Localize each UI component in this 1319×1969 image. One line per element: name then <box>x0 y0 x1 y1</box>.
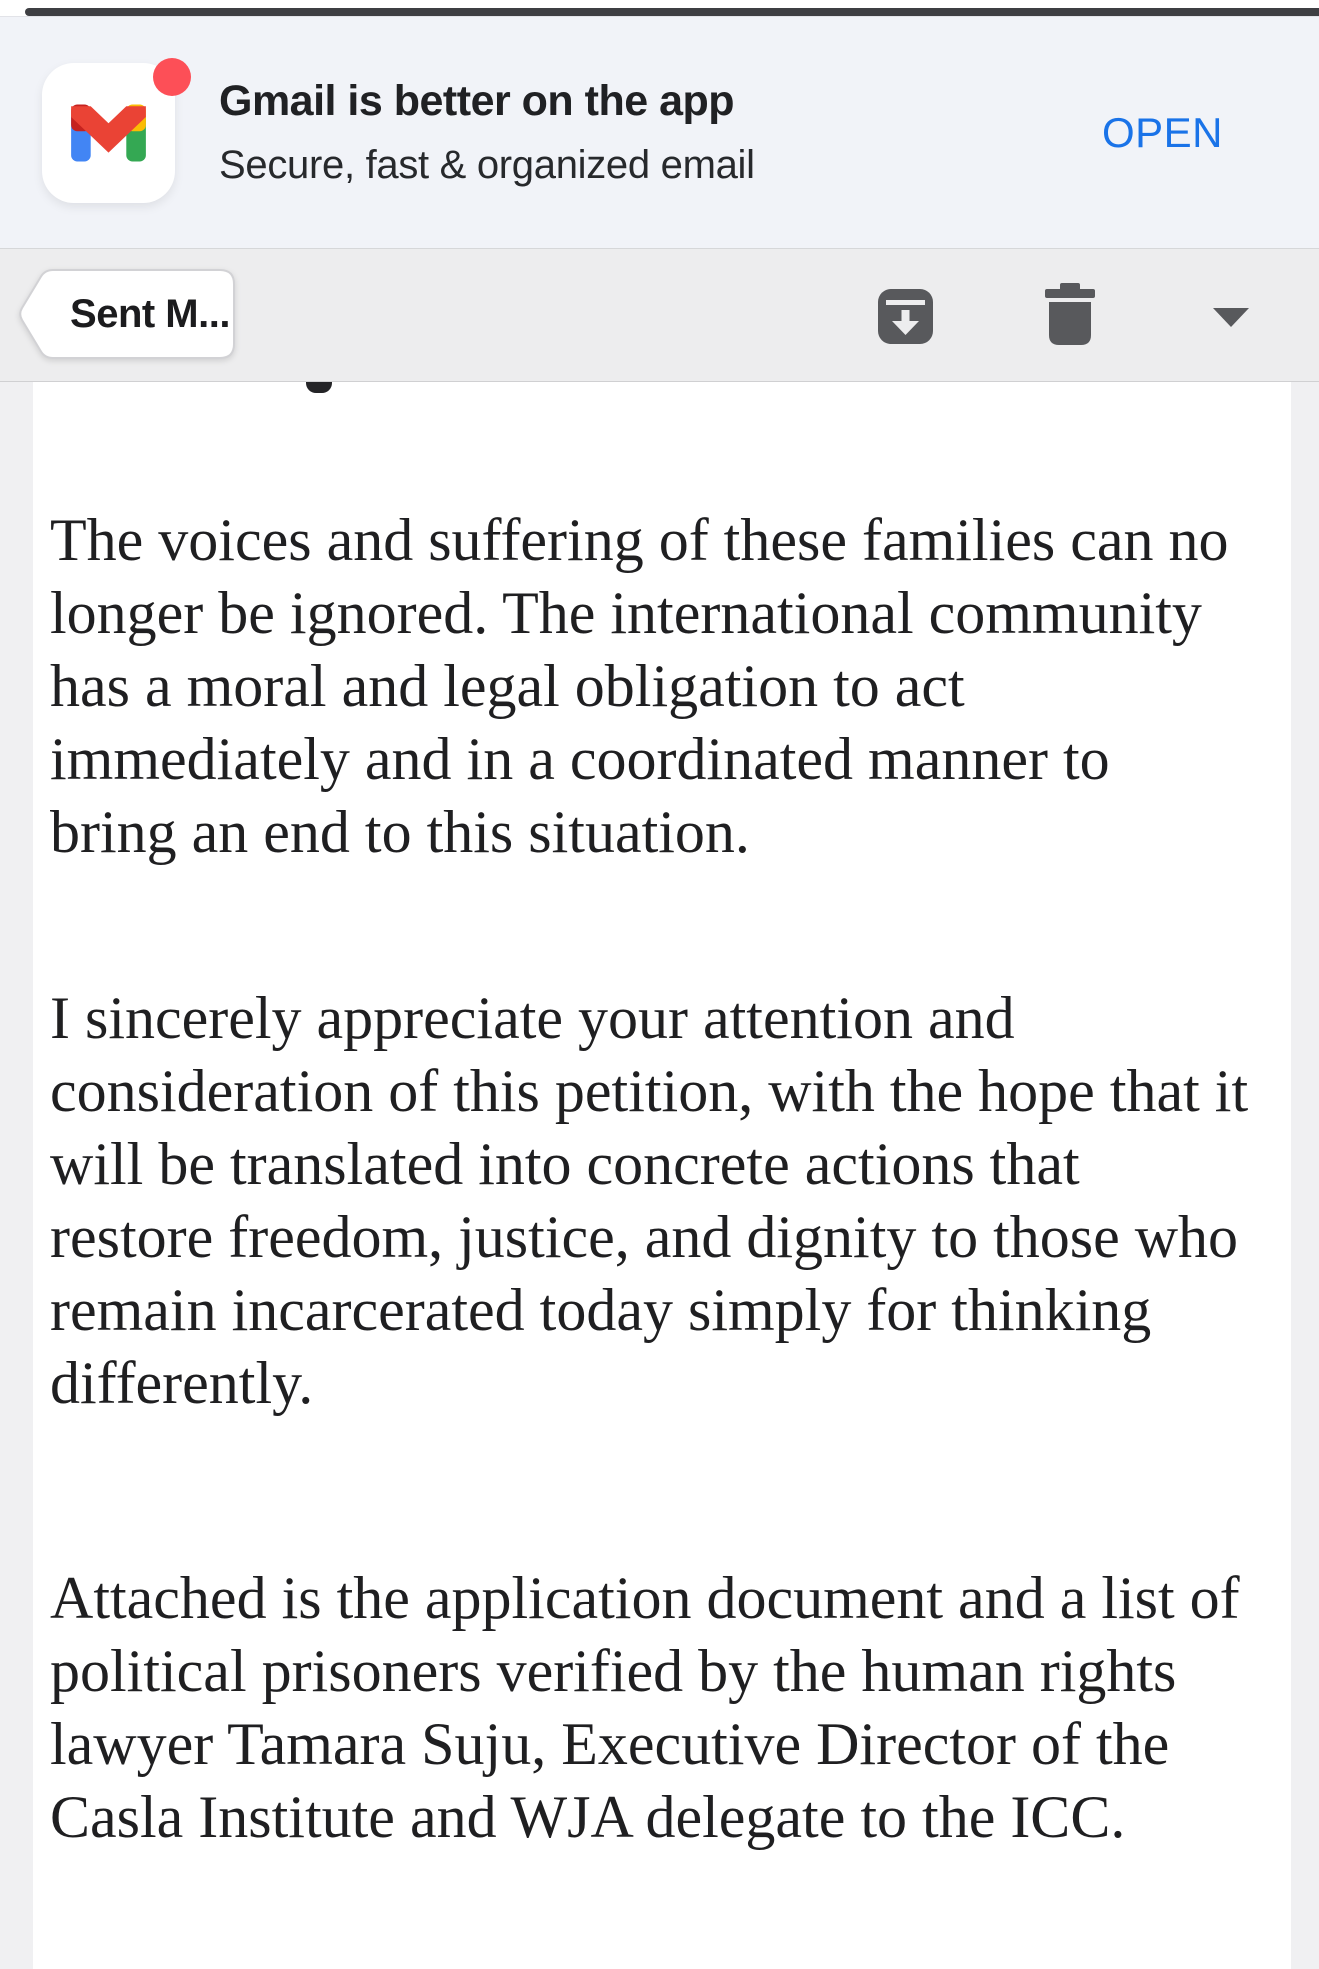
body-line: political prisoners verified by the human rights <box>50 1638 1177 1704</box>
notification-badge-dot <box>153 58 191 96</box>
archive-icon <box>878 289 933 344</box>
email-paragraph <box>50 982 1291 1420</box>
email-toolbar <box>0 248 1319 382</box>
back-button-label: Sent M... <box>70 291 230 336</box>
left-gutter <box>0 382 33 1969</box>
body-line: differently. <box>50 1350 314 1416</box>
body-line: restore freedom, justice, and dignity to those who <box>50 1204 1239 1270</box>
banner-text-block <box>219 77 755 188</box>
dropdown-caret-icon <box>1213 308 1249 328</box>
body-line: The voices and suffering of these families can no <box>50 507 1229 573</box>
body-line: lawyer Tamara Suju, Executive Director of the <box>50 1711 1170 1777</box>
body-line: consideration of this petition, with the hope that it <box>50 1058 1249 1124</box>
cutoff-subject-descender <box>306 382 332 393</box>
top-strip <box>0 0 1319 16</box>
cutoff-content-fragment <box>25 8 1319 16</box>
body-line: Casla Institute and WJA delegate to the ICC. <box>50 1784 1126 1850</box>
banner-title: Gmail is better on the app <box>219 77 735 125</box>
gmail-app-icon <box>42 63 175 203</box>
email-paragraph <box>50 1562 1291 1854</box>
body-line: has a moral and legal obligation to act <box>50 653 965 719</box>
archive-button[interactable] <box>878 289 933 344</box>
delete-button[interactable] <box>1042 283 1098 345</box>
open-app-button[interactable]: OPEN <box>1101 108 1223 156</box>
email-content-area <box>0 382 1319 1969</box>
app-install-banner <box>0 16 1319 248</box>
body-line: longer be ignored. The international community <box>50 580 1202 646</box>
body-line: remain incarcerated today simply for thinking <box>50 1277 1152 1343</box>
body-line: immediately and in a coordinated manner to <box>50 726 1110 792</box>
email-body-card <box>33 382 1291 1969</box>
email-paragraph <box>50 504 1291 869</box>
banner-subtitle: Secure, fast & organized email <box>219 143 755 187</box>
back-to-sent-mail-button[interactable] <box>16 267 248 361</box>
body-line: will be translated into concrete actions that <box>50 1131 1080 1197</box>
trash-icon <box>1042 283 1098 345</box>
right-gutter <box>1291 382 1319 1969</box>
body-line: bring an end to this situation. <box>50 799 750 865</box>
body-line: I sincerely appreciate your attention and <box>50 985 1015 1051</box>
more-options-button[interactable] <box>1213 308 1249 328</box>
gmail-logo-icon <box>64 95 153 171</box>
body-line: Attached is the application document and a list of <box>50 1565 1240 1631</box>
